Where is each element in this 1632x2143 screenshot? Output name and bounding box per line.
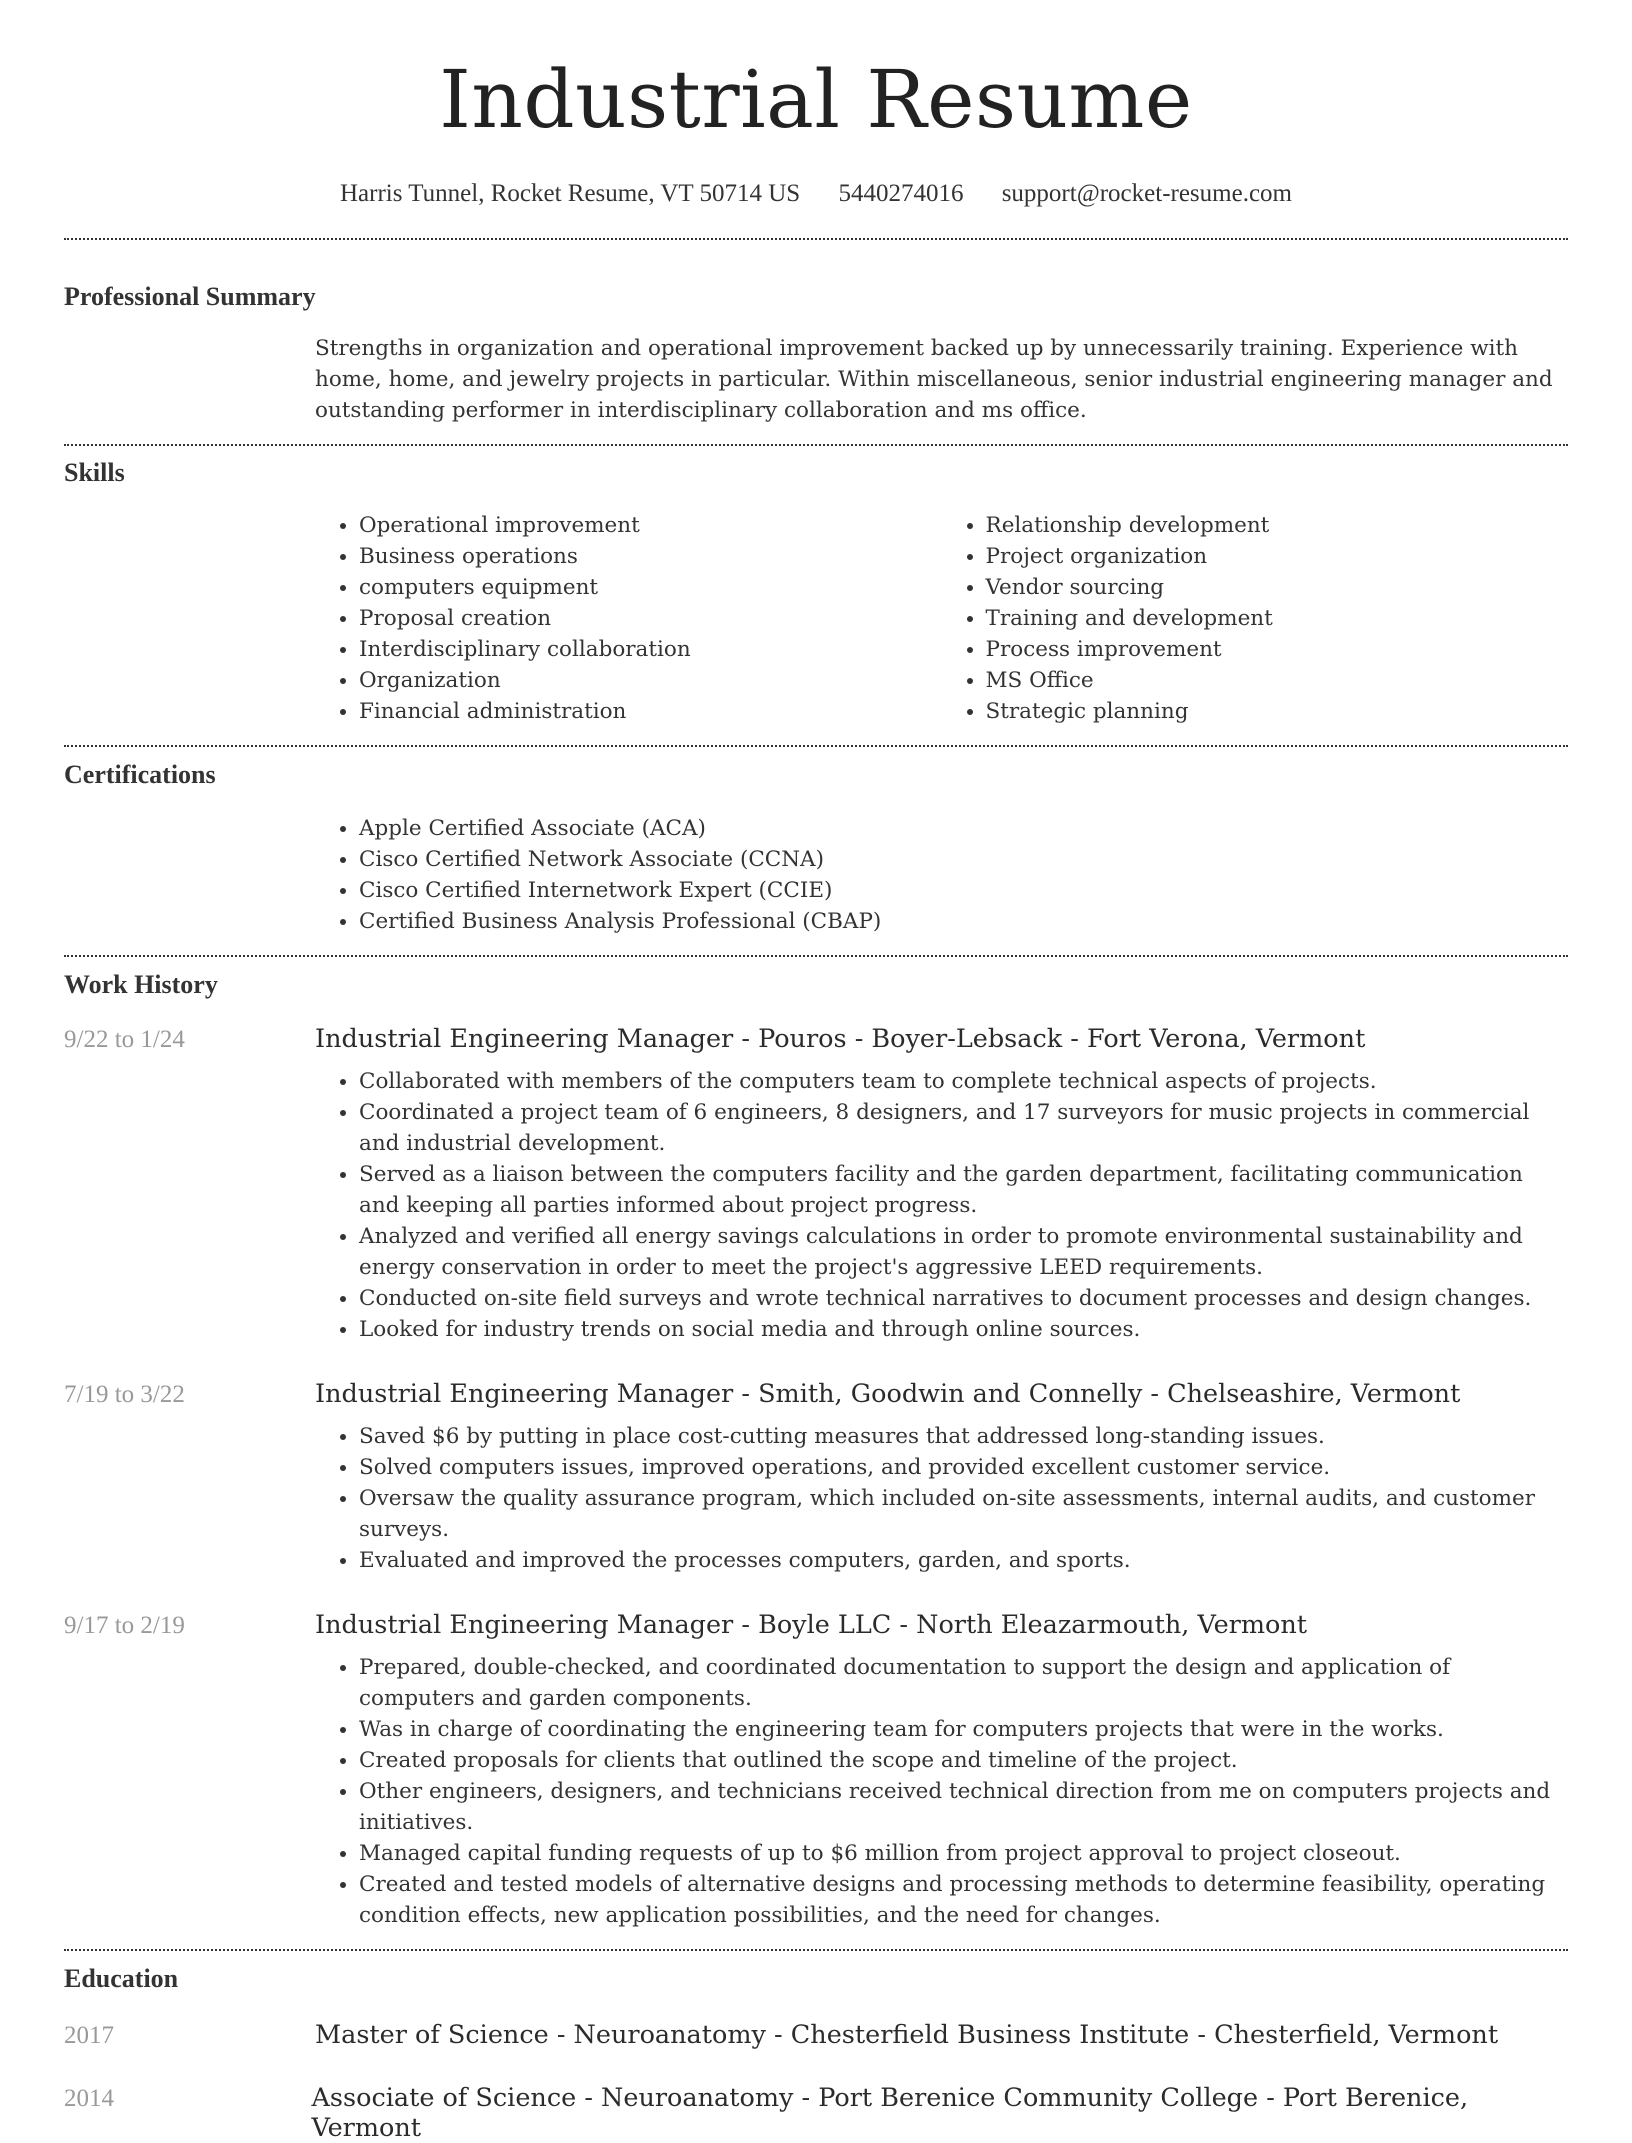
job-header xyxy=(64,1379,1568,1409)
skill-item: • Relationship development xyxy=(986,510,1569,541)
job-bullet: • Other engineers, designers, and technicians received technical direction from me on computers projects and initiatives. xyxy=(359,1776,1568,1838)
job-bullet: • Coordinated a project team of 6 engineers, 8 designers, and 17 surveyors for music projects in commercial and industrial development. xyxy=(359,1097,1568,1159)
job-bullet: • Created and tested models of alternative designs and processing methods to determine feasibility, operating condition effects, new application possibilities, and the need for changes. xyxy=(359,1869,1568,1931)
skill-item: • computers equipment xyxy=(359,572,942,603)
job-header xyxy=(64,1024,1568,1054)
divider xyxy=(64,955,1568,957)
divider xyxy=(64,238,1568,240)
education-degree: Master of Science - Neuroanatomy - Chesterfield Business Institute - Chesterfield, Vermont xyxy=(315,2020,1499,2050)
skill-item: • Organization xyxy=(359,665,942,696)
job-bullet: • Created proposals for clients that outlined the scope and timeline of the project. xyxy=(359,1745,1568,1776)
job-entry xyxy=(64,1379,1568,1576)
skill-item: • Financial administration xyxy=(359,696,942,727)
job-bullet: • Managed capital funding requests of up to $6 million from project approval to project closeout. xyxy=(359,1838,1568,1869)
education-year: 2014 xyxy=(64,2085,114,2112)
skill-item: • Interdisciplinary collaboration xyxy=(359,634,942,665)
job-bullet: • Looked for industry trends on social media and through online sources. xyxy=(359,1314,1568,1345)
skills-list xyxy=(315,510,1568,727)
job-dates: 7/19 to 3/22 xyxy=(64,1381,185,1408)
job-title: Industrial Engineering Manager - Smith, Goodwin and Connelly - Chelseashire, Vermont xyxy=(315,1379,1461,1409)
job-entry xyxy=(64,1024,1568,1345)
job-bullets xyxy=(315,1652,1568,1931)
job-header xyxy=(64,1610,1568,1640)
skill-item: • Process improvement xyxy=(986,634,1569,665)
job-bullets xyxy=(315,1421,1568,1576)
job-dates: 9/22 to 1/24 xyxy=(64,1026,185,1053)
skill-item: • Proposal creation xyxy=(359,603,942,634)
job-bullet: • Was in charge of coordinating the engineering team for computers projects that were in the works. xyxy=(359,1714,1568,1745)
skills-column-right xyxy=(942,510,1569,727)
job-dates: 9/17 to 2/19 xyxy=(64,1612,185,1639)
education-year: 2017 xyxy=(64,2022,114,2049)
education-degree: Associate of Science - Neuroanatomy - Port Berenice Community College - Port Berenice, Vermont xyxy=(311,2083,1469,2143)
divider xyxy=(64,444,1568,446)
job-bullet: • Evaluated and improved the processes computers, garden, and sports. xyxy=(359,1545,1568,1576)
skills-column-left xyxy=(315,510,942,727)
resume-page xyxy=(64,0,1568,2143)
section-title-summary: Professional Summary xyxy=(64,282,316,311)
summary-text: Strengths in organization and operational improvement backed up by unnecessarily training. Experience with home, home, and jewelry projects in particular. Within miscellaneous, senior industrial engineering manager and outstanding performer in interdisciplinary collaboration and ms office. xyxy=(315,336,1553,423)
skill-item: • Business operations xyxy=(359,541,942,572)
job-entry xyxy=(64,1610,1568,1931)
contact-phone: 5440274016 xyxy=(838,180,964,207)
skill-item: • Strategic planning xyxy=(986,696,1569,727)
certifications-list xyxy=(315,813,1568,937)
job-bullet: • Prepared, double-checked, and coordinated documentation to support the design and application of computers and garden components. xyxy=(359,1652,1568,1714)
job-bullet: • Served as a liaison between the computers facility and the garden department, facilitating communication and keeping all parties informed about project progress. xyxy=(359,1159,1568,1221)
job-bullet: • Oversaw the quality assurance program, which included on-site assessments, internal audits, and customer surveys. xyxy=(359,1483,1568,1545)
job-bullet: • Conducted on-site field surveys and wrote technical narratives to document processes and design changes. xyxy=(359,1283,1568,1314)
job-bullet: • Analyzed and verified all energy savings calculations in order to promote environmental sustainability and energy conservation in order to meet the project's aggressive LEED requirements. xyxy=(359,1221,1568,1283)
certification-item: • Cisco Certified Network Associate (CCNA) xyxy=(359,844,1568,875)
certification-item: • Cisco Certified Internetwork Expert (CCIE) xyxy=(359,875,1568,906)
resume-name: Industrial Resume xyxy=(439,53,1193,146)
section-title-certifications: Certifications xyxy=(64,760,216,789)
job-title: Industrial Engineering Manager - Pouros - Boyer-Lebsack - Fort Verona, Vermont xyxy=(315,1024,1366,1054)
section-title-work-history: Work History xyxy=(64,970,218,999)
job-bullets xyxy=(315,1066,1568,1345)
skill-item: • Vendor sourcing xyxy=(986,572,1569,603)
section-title-skills: Skills xyxy=(64,458,125,487)
job-bullet: • Solved computers issues, improved operations, and provided excellent customer service. xyxy=(359,1452,1568,1483)
contact-email[interactable]: support@rocket-resume.com xyxy=(1001,180,1292,207)
job-title: Industrial Engineering Manager - Boyle LLC - North Eleazarmouth, Vermont xyxy=(315,1610,1308,1640)
education-entry xyxy=(64,2020,1568,2050)
skill-item: • MS Office xyxy=(986,665,1569,696)
contact-line xyxy=(64,178,1568,210)
contact-address: Harris Tunnel, Rocket Resume, VT 50714 US xyxy=(340,180,801,207)
education-entry xyxy=(64,2083,1568,2143)
skill-item: • Training and development xyxy=(986,603,1569,634)
section-title-education: Education xyxy=(64,1964,179,1993)
skill-item: • Operational improvement xyxy=(359,510,942,541)
skill-item: • Project organization xyxy=(986,541,1569,572)
divider xyxy=(64,745,1568,747)
job-bullet: • Saved $6 by putting in place cost-cutting measures that addressed long-standing issues. xyxy=(359,1421,1568,1452)
divider xyxy=(64,1949,1568,1951)
certification-item: • Certified Business Analysis Professional (CBAP) xyxy=(359,906,1568,937)
job-bullet: • Collaborated with members of the computers team to complete technical aspects of projects. xyxy=(359,1066,1568,1097)
certification-item: • Apple Certified Associate (ACA) xyxy=(359,813,1568,844)
